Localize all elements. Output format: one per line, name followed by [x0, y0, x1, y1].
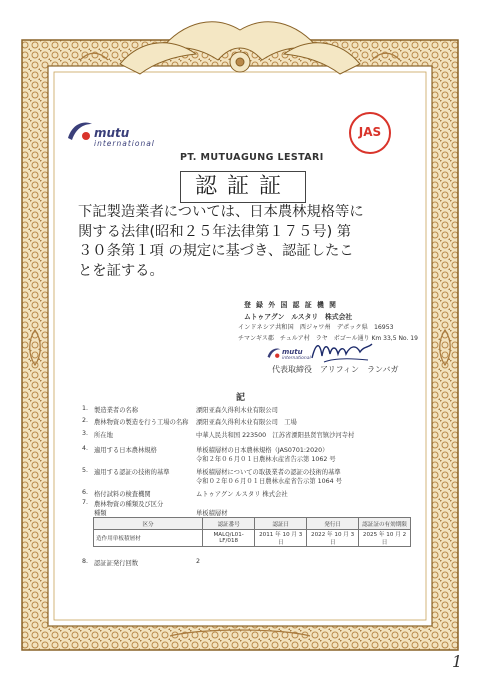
- logo-sub-text: international: [94, 139, 155, 148]
- signature-logo-brand: mutu: [282, 348, 303, 356]
- issuer-registration: 登 録 外 国 認 証 機 関: [244, 301, 338, 309]
- table-cell: 2011 年 10 月 3 日: [255, 530, 307, 547]
- item-label: 適用する認証の技術的基準: [94, 469, 170, 476]
- table-cell: 2025 年 10 月 2 日: [359, 530, 411, 547]
- item-number: 6.: [82, 489, 89, 496]
- record-heading: 記: [236, 393, 246, 403]
- handwritten-signature: [310, 338, 374, 366]
- item-label: 農林物資の種類及び区分: [94, 501, 164, 508]
- item-label: 認証証発行回数: [94, 560, 139, 567]
- item-label: 格付試料の検査機関: [94, 491, 151, 498]
- mutu-logo-icon: [66, 118, 94, 144]
- item-value: 令和０２年０６月０１日農林水産省告示第 1064 号: [196, 478, 342, 485]
- item-value: ムトゥアグン ルスタリ 株式会社: [196, 491, 288, 498]
- item-label: 農林物資の製造を行う工場の名称: [94, 419, 189, 426]
- statement-line: とを証する。: [78, 262, 164, 279]
- issuer-address-2: チマンギス郡 チュルア村 ラヤ ボゴール通り Km 33,5 No. 19: [238, 335, 418, 342]
- table-cell: 造作用単板積層材: [94, 530, 203, 547]
- item-value: 単板積層材の日本農林規格（JAS0701:2020）: [196, 447, 329, 454]
- issuer-address-1: インドネシア共和国 西ジャワ州 デポック県 16953: [238, 324, 394, 331]
- table-cell: MALQ/L01-LF/018: [203, 530, 255, 547]
- item-label: 製造業者の名称: [94, 407, 139, 414]
- item-number: 7.: [82, 499, 89, 506]
- item-value: 中華人民共和国 223500 江苏省溧阳县贤官镇沙河寺村: [196, 432, 355, 439]
- statement-line: ３０条第１項 の規定に基づき、認証したこ: [78, 243, 354, 259]
- jas-mark-text: JAS: [358, 125, 382, 139]
- jas-mark: [349, 112, 391, 154]
- item-value: 溧阳亚森久得利木业有限公司: [196, 407, 278, 414]
- item-value: 溧阳亚森久得利木业有限公司 工場: [196, 419, 297, 426]
- table-header-row: [94, 518, 411, 530]
- signer-name: 代表取締役 アリフィン ランバガ: [272, 365, 399, 374]
- signature-logo-sub: international: [282, 356, 311, 361]
- item-value: 2: [196, 558, 201, 565]
- item-value: 令和２年０６月０１日農林水産省告示第 1062 号: [196, 456, 336, 463]
- certification-table: [93, 517, 411, 547]
- item-label: 所在地: [94, 432, 113, 439]
- statement-line: 関する法律(昭和２５年法律第１７５号) 第: [78, 223, 352, 240]
- item-number: 4.: [82, 445, 89, 452]
- item-number: 2.: [82, 417, 89, 424]
- item-label: 適用する日本農林規格: [94, 447, 157, 454]
- table-header-cell: 認証日: [255, 518, 307, 530]
- table-header-cell: 認証番号: [203, 518, 255, 530]
- table-cell: 2022 年 10 月 3 日: [307, 530, 359, 547]
- item-value: 単板積層材: [196, 510, 228, 517]
- company-name: PT. MUTUAGUNG LESTARI: [180, 152, 324, 163]
- item-label: 種類: [94, 510, 107, 517]
- table-header-cell: 区分: [94, 518, 203, 530]
- logo-brand-text: mutu: [94, 126, 130, 140]
- table-header-cell: 認証証の有効期限: [359, 518, 411, 530]
- item-value: 単板積層材についての取扱業者の認証の技術的基準: [196, 469, 341, 476]
- statement-line: 下記製造業者については、日本農林規格等に: [78, 204, 364, 220]
- item-number: 5.: [82, 467, 89, 474]
- item-number: 3.: [82, 430, 89, 437]
- table-row: [94, 530, 411, 547]
- table-header-cell: 発行日: [307, 518, 359, 530]
- signature-logo-icon: [266, 346, 282, 360]
- issuer-company: ムトゥアグン ルスタリ 株式会社: [244, 313, 353, 321]
- certificate-title: 認証証: [180, 171, 306, 203]
- page-mark: 1: [452, 652, 463, 671]
- item-number: 8.: [82, 558, 89, 565]
- item-number: 1.: [82, 405, 89, 412]
- certificate-statement: [78, 203, 414, 281]
